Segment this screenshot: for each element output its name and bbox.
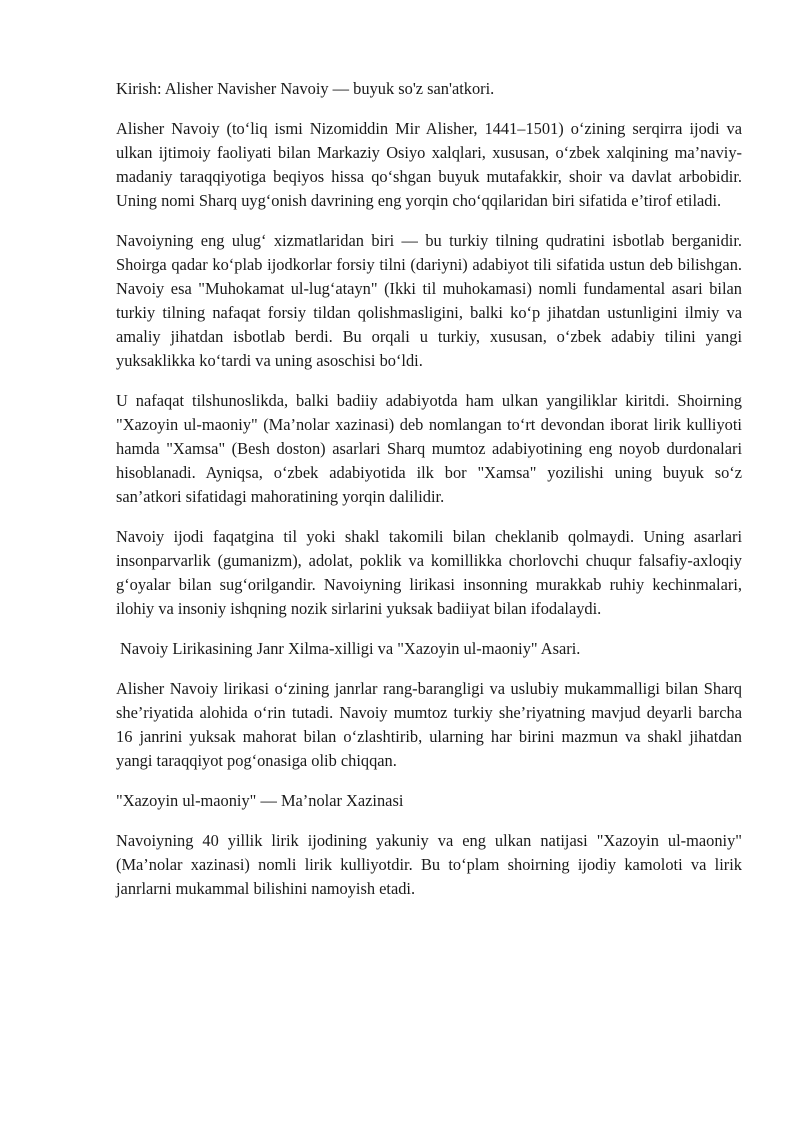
paragraph: Navoiyning 40 yillik lirik ijodining yakuniy va eng ulkan natijasi "Xazoyin ul-maoniy" (Ma’nolar xazinasi) nomli lirik kulliyotdir. Bu to‘plam shoirning ijodiy kamoloti va lirik janrlarni mukammal bilishini namoyish etadi. xyxy=(116,831,742,898)
intro-heading: Kirish: Alisher Navisher Navoiy — buyuk so'z san'atkori. xyxy=(116,79,495,98)
paragraph: Alisher Navoiy (to‘liq ismi Nizomiddin Mir Alisher, 1441–1501) o‘zining serqirra ijodi va ulkan ijtimoiy faoliyati bilan Markaziy Osiyo xalqlari, xususan, o‘zbek xalqining ma’naviy-madaniy taraqqiyotiga beqiyos hissa qo‘shgan buyuk mutafakkir, shoir va davlat arbobidir. Uning nomi Sharq uyg‘onish davrining eng yorqin cho‘qqilaridan biri sifatida e’tirof etiladi. xyxy=(116,119,742,210)
document-body xyxy=(116,77,742,917)
section-heading: Navoiy Lirikasining Janr Xilma-xilligi va "Xazoyin ul-maoniy" Asari. xyxy=(120,639,581,658)
paragraph: Navoiyning eng ulug‘ xizmatlaridan biri — bu turkiy tilning qudratini isbotlab berganidir. Shoirga qadar ko‘plab ijodkorlar forsiy tilni (dariyni) adabiyot tili sifatida ustun deb bilishgan. Navoiy esa "Muhokamat ul-lug‘atayn" (Ikki til muhokamasi) nomli fundamental asari bilan turkiy tilning nafaqat forsiy tildan qolishmasligini, balki ko‘p jihatdan ustunligini ilmiy va amaliy jihatdan isbotlab berdi. Bu orqali u turkiy, xususan, o‘zbek adabiy tilini yangi yuksaklikka ko‘tardi va uning asoschisi bo‘ldi. xyxy=(116,231,742,370)
paragraph: Navoiy ijodi faqatgina til yoki shakl takomili bilan cheklanib qolmaydi. Uning asarlari insonparvarlik (gumanizm), adolat, poklik va komillikka chorlovchi chuqur falsafiy-axloqiy g‘oyalar bilan sug‘orilgandir. Navoiyning lirikasi insonning murakkab ruhiy kechinmalari, ilohiy va insoniy ishqning nozik sirlarini yuksak badiiyat bilan ifodalaydi. xyxy=(116,527,742,618)
paragraph: Alisher Navoiy lirikasi o‘zining janrlar rang-barangligi va uslubiy mukammalligi bilan Sharq she’riyatida alohida o‘rin tutadi. Navoiy mumtoz turkiy she’riyatning mavjud deyarli barcha 16 janrini yuksak mahorat bilan o‘zlashtirib, ularning har birini mazmun va shakl jihatdan yangi taraqqiyot pog‘onasiga olib chiqqan. xyxy=(116,679,742,770)
paragraph: U nafaqat tilshunoslikda, balki badiiy adabiyotda ham ulkan yangiliklar kiritdi. Shoirning "Xazoyin ul-maoniy" (Ma’nolar xazinasi) deb nomlangan to‘rt devondan iborat lirik kulliyoti hamda "Xamsa" (Besh doston) asarlari Sharq mumtoz adabiyotining eng noyob durdonalari hisoblanadi. Ayniqsa, o‘zbek adabiyotida ilk bor "Xamsa" yozilishi uning buyuk so‘z san’atkori sifatidagi mahoratining yorqin dalilidir. xyxy=(116,391,742,506)
subsection-heading: "Xazoyin ul-maoniy" — Ma’nolar Xazinasi xyxy=(116,791,404,810)
